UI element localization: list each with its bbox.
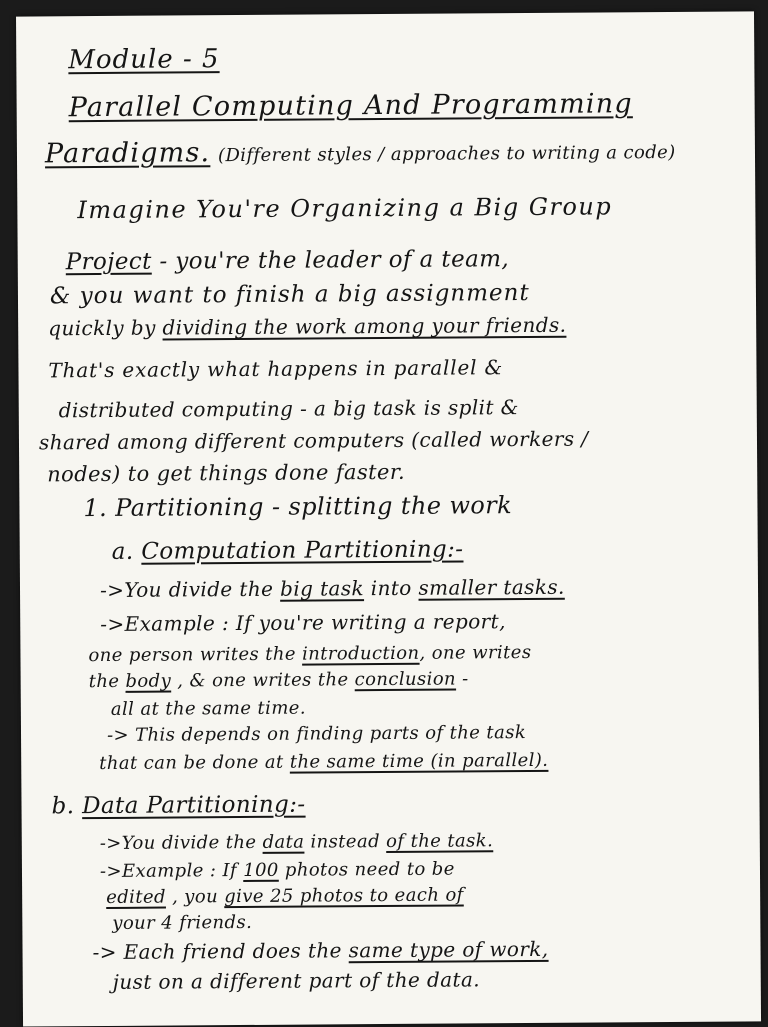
- computation-line-3-pre: one person writes the: [88, 643, 303, 667]
- computation-line-4-post: -: [455, 668, 469, 690]
- handwritten-notes: [16, 11, 761, 1026]
- data-line-2-pre: ->Example : If: [99, 860, 244, 883]
- computation-line-7: [99, 747, 548, 778]
- intro-line-2: [66, 245, 510, 276]
- heading-note: (Different styles / approaches to writing a code): [217, 141, 676, 167]
- data-line-6: just on a different part of the data.: [112, 967, 481, 994]
- intro-project: Project: [65, 248, 152, 276]
- computation-line-4-mid: , & one writes the: [171, 669, 355, 692]
- data-line-1: [100, 827, 494, 858]
- label-a: a.: [111, 538, 142, 565]
- computation-line-3-post: , one writes: [419, 641, 532, 664]
- computation-line-2: ->Example : If you're writing a report,: [100, 609, 506, 637]
- edited: edited: [106, 886, 166, 908]
- data-line-5-pre: -> Each friend does the: [92, 938, 349, 965]
- data-partitioning-heading: [51, 791, 305, 821]
- data-line-4: your 4 friends.: [112, 911, 253, 934]
- intro-line-4-pre: quickly by: [48, 315, 163, 341]
- intro-line-7: shared among different computers (called workers /: [38, 426, 589, 455]
- computation-line-1-pre: ->You divide the: [99, 576, 281, 603]
- computation-line-4: [89, 665, 469, 696]
- big-task: big task: [279, 576, 365, 601]
- partitioning-title: 1. Partitioning - splitting the work: [83, 491, 513, 523]
- smaller-tasks: smaller tasks.: [418, 574, 565, 600]
- data-line-1-pre: ->You divide the: [99, 831, 263, 855]
- module-title: Module - 5: [68, 44, 220, 76]
- intro-line-2-rest: - you're the leader of a team,: [151, 246, 510, 275]
- introduction: introduction: [301, 642, 420, 665]
- same-type-of-work: same type of work,: [348, 936, 549, 963]
- computation-line-7-pre: that can be done at: [99, 751, 290, 775]
- data-line-5: [92, 935, 548, 966]
- data-line-2-post: photos need to be: [278, 858, 455, 881]
- intro-line-3: & you want to finish a big assignment: [49, 279, 530, 310]
- give-25-photos: give 25 photos to each of: [224, 884, 464, 908]
- data-line-3: [106, 881, 464, 911]
- body: body: [125, 670, 172, 692]
- intro-line-6: distributed computing - a big task is split &: [58, 395, 519, 423]
- intro-line-4: [48, 311, 566, 343]
- intro-line-4-underlined: dividing the work among your friends.: [162, 312, 567, 340]
- data-partitioning-title: Data Partitioning:-: [81, 791, 306, 820]
- of-the-task: of the task.: [386, 830, 494, 853]
- intro-line-1: Imagine You're Organizing a Big Group: [77, 192, 613, 225]
- notebook-page: [16, 11, 761, 1026]
- count-100: 100: [243, 859, 279, 882]
- data-line-3-mid: , you: [165, 886, 225, 908]
- same-time-parallel: the same time (in parallel).: [289, 749, 549, 773]
- conclusion: conclusion: [354, 668, 457, 691]
- computation-line-1: [100, 573, 565, 604]
- intro-line-8: nodes) to get things done faster.: [47, 459, 406, 487]
- computation-line-1-mid: into: [363, 575, 419, 601]
- computation-line-6: -> This depends on finding parts of the task: [106, 722, 527, 746]
- data-word: data: [262, 831, 305, 853]
- heading-line-1-text: Parallel Computing And Programming: [68, 88, 633, 124]
- heading-line-2: [45, 136, 676, 171]
- computation-line-4-pre: the: [88, 670, 126, 693]
- computation-line-5: all at the same time.: [110, 697, 307, 720]
- computation-partitioning-heading: [112, 535, 464, 565]
- heading-paradigms: Paradigms.: [44, 137, 211, 170]
- label-b: b.: [51, 793, 83, 820]
- computation-partitioning-title: Computation Partitioning:-: [141, 536, 464, 565]
- intro-line-5: That's exactly what happens in parallel &: [48, 355, 504, 383]
- data-line-1-mid: instead: [304, 831, 387, 853]
- heading-line-1: [69, 90, 633, 122]
